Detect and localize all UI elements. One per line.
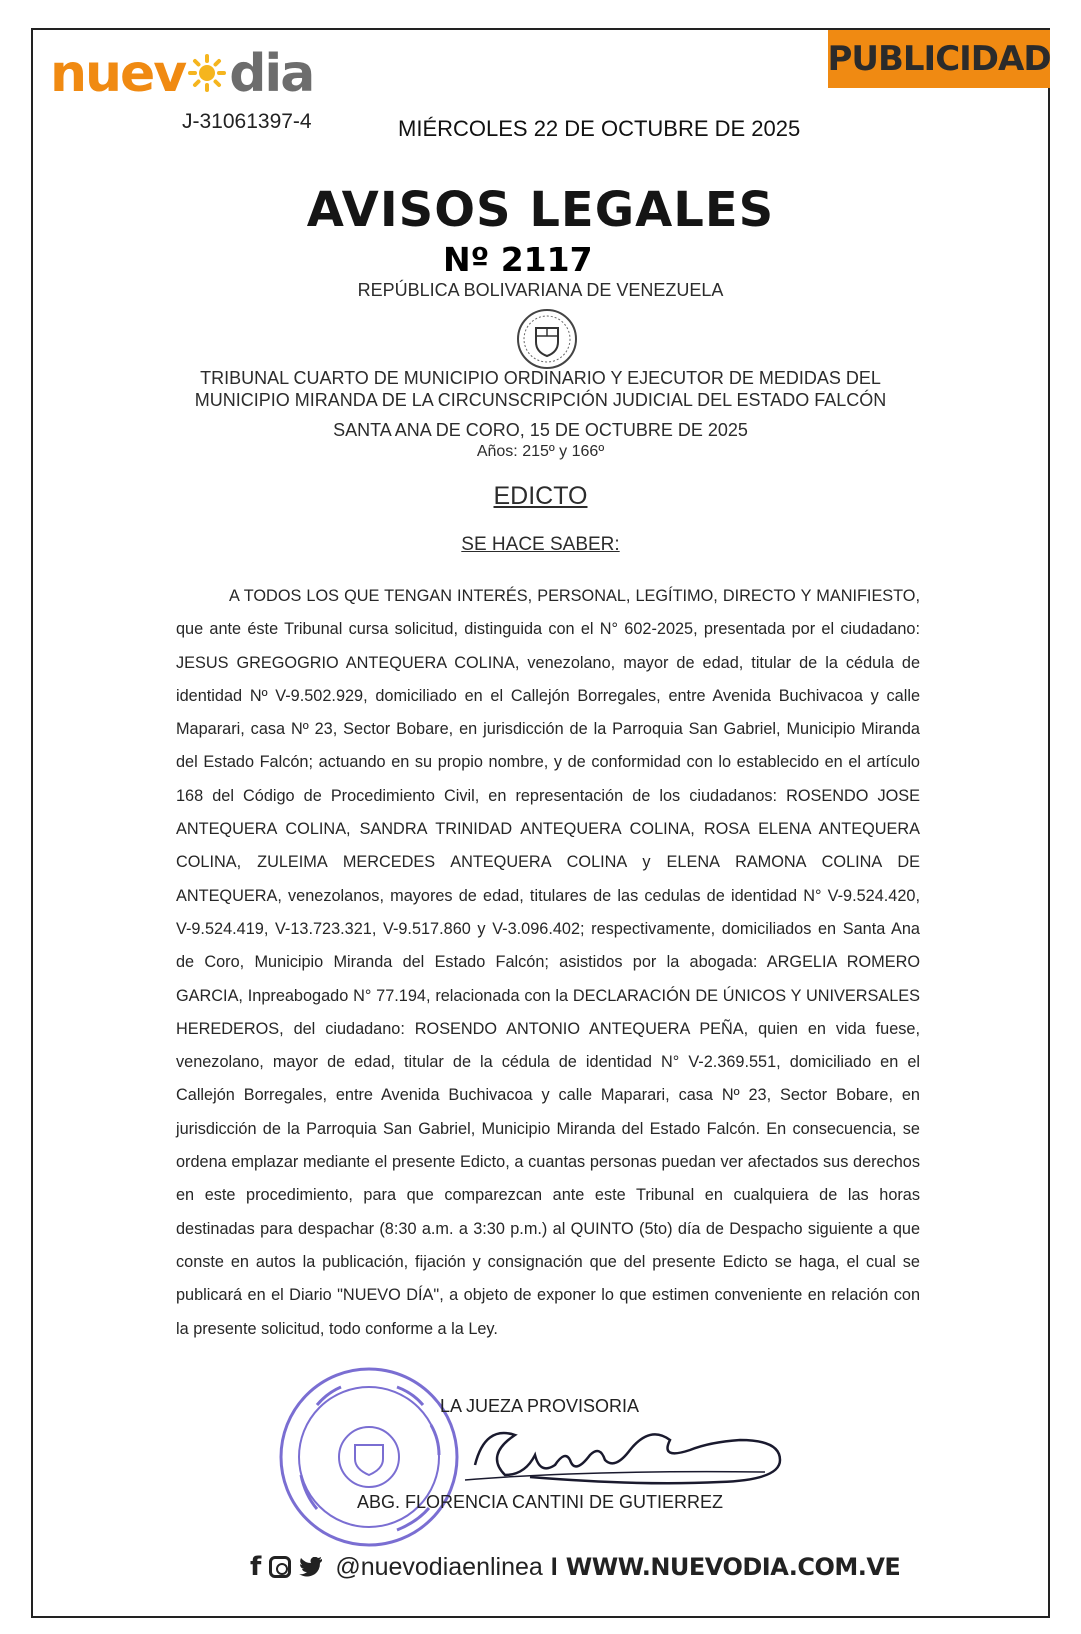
page-title: AVISOS LEGALES — [306, 182, 775, 238]
handwritten-signature — [445, 1405, 815, 1505]
logo-text-part2: dia — [229, 44, 314, 104]
republic-heading: REPÚBLICA BOLIVARIANA DE VENEZUELA — [357, 280, 724, 300]
signer-name: ABG. FLORENCIA CANTINI DE GUTIERREZ — [357, 1492, 724, 1512]
sun-icon — [187, 53, 227, 93]
tribunal-line-2: MUNICIPIO MIRANDA DE LA CIRCUNSCRIPCIÓN JUDICIAL DEL ESTADO FALCÓN — [194, 390, 887, 410]
company-rif: J-31061397-4 — [182, 110, 312, 133]
logo-text-part1: nuev — [50, 44, 186, 104]
document-heading: EDICTO — [493, 482, 588, 510]
social-handle[interactable]: @nuevodiaenlinea — [335, 1552, 543, 1581]
edict-body: A TODOS LOS QUE TENGAN INTERÉS, PERSONAL, LEGÍTIMO, DIRECTO Y MANIFIESTO, que ante éste Tribunal cursa solicitud, distinguida con el N° 602-2025, presentada por el ciudadano: JESUS GREGOGRIO ANTEQUERA COLINA, venezolano, mayor de edad, titular de la cédula de identidad Nº V-9.502.929, domiciliado en el Callejón Borregales, entre Avenida Buchivacoa y calle Maparari, casa Nº 23, Sector Bobare, en jurisdicción de la Parroquia San Gabriel, Municipio Miranda del Estado Falcón; actuando en su propio nombre, y de conformidad con lo establecido en el artículo 168 del Código de Procedimiento Civil, en representación de los ciudadanos: ROSENDO JOSE ANTEQUERA COLINA, SANDRA TRINIDAD ANTEQUERA COLINA, ROSA ELENA ANTEQUERA COLINA, ZULEIMA MERCEDES ANTEQUERA COLINA y ELENA RAMONA COLINA DE ANTEQUERA, venezolanos, mayores de edad, titulares de las cedulas de identidad N° V-9.524.420, V-9.524.419, V-13.723.321, V-9.517.860 y V-3.096.402; respectivamente, domiciliados en Santa Ana de Coro, Municipio Miranda del Estado Falcón; asistidos por la abogada: ARGELIA ROMERO GARCIA, Inpreabogado N° 77.194, relacionada con la DECLARACIÓN DE ÚNICOS Y UNIVERSALES HEREDEROS, del ciudadano: ROSENDO ANTONIO ANTEQUERA PEÑA, quien en vida fuese, venezolano, mayor de edad, titular de la cédula de identidad N° V-2.369.551, domiciliado en el Callejón Borregales, entre Avenida Buchivacoa y calle Maparari, casa Nº 23, Sector Bobare, en jurisdicción de la Parroquia San Gabriel, Municipio Miranda del Estado Falcón. En consecuencia, se ordena emplazar mediante el presente Edicto, a cuantas personas puedan ver afectados sus derechos en este procedimiento, para que comparezcan ante este Tribunal en cualquiera de las horas destinadas para despachar (8:30 a.m. a 3:30 p.m.) al QUINTO (5to) día de Despacho siguiente a que conste en autos la publicación, fijación y consignación que del presente Edicto se haga, el cual se publicará en el Diario "NUEVO DÍA", a objeto de exponer lo que estimen conveniente en relación con la presente solicitud, todo conforme a la Ley. — [176, 587, 920, 1338]
footer-separator: I — [550, 1552, 558, 1581]
instagram-icon[interactable] — [269, 1556, 291, 1578]
coat-of-arms-icon — [516, 308, 578, 370]
facebook-icon[interactable]: f — [250, 1552, 262, 1582]
signer-role: LA JUEZA PROVISORIA — [440, 1396, 640, 1416]
issue-date: MIÉRCOLES 22 DE OCTUBRE DE 2025 — [398, 116, 801, 141]
newspaper-logo — [50, 44, 314, 104]
section-tag: PUBLICIDAD — [828, 30, 1050, 88]
website-link[interactable]: WWW.NUEVODIA.COM.VE — [565, 1553, 901, 1581]
notice-number: Nº 2117 — [443, 240, 593, 279]
footer — [250, 1552, 900, 1582]
document-subheading: SE HACE SABER: — [461, 534, 620, 555]
court-seal-stamp — [277, 1365, 462, 1550]
place-date: SANTA ANA DE CORO, 15 DE OCTUBRE DE 2025 — [333, 420, 748, 440]
twitter-icon[interactable] — [299, 1557, 323, 1577]
years-line: Años: 215º y 166º — [476, 443, 605, 460]
tribunal-line-1: TRIBUNAL CUARTO DE MUNICIPIO ORDINARIO Y EJECUTOR DE MEDIDAS DEL — [200, 368, 881, 388]
